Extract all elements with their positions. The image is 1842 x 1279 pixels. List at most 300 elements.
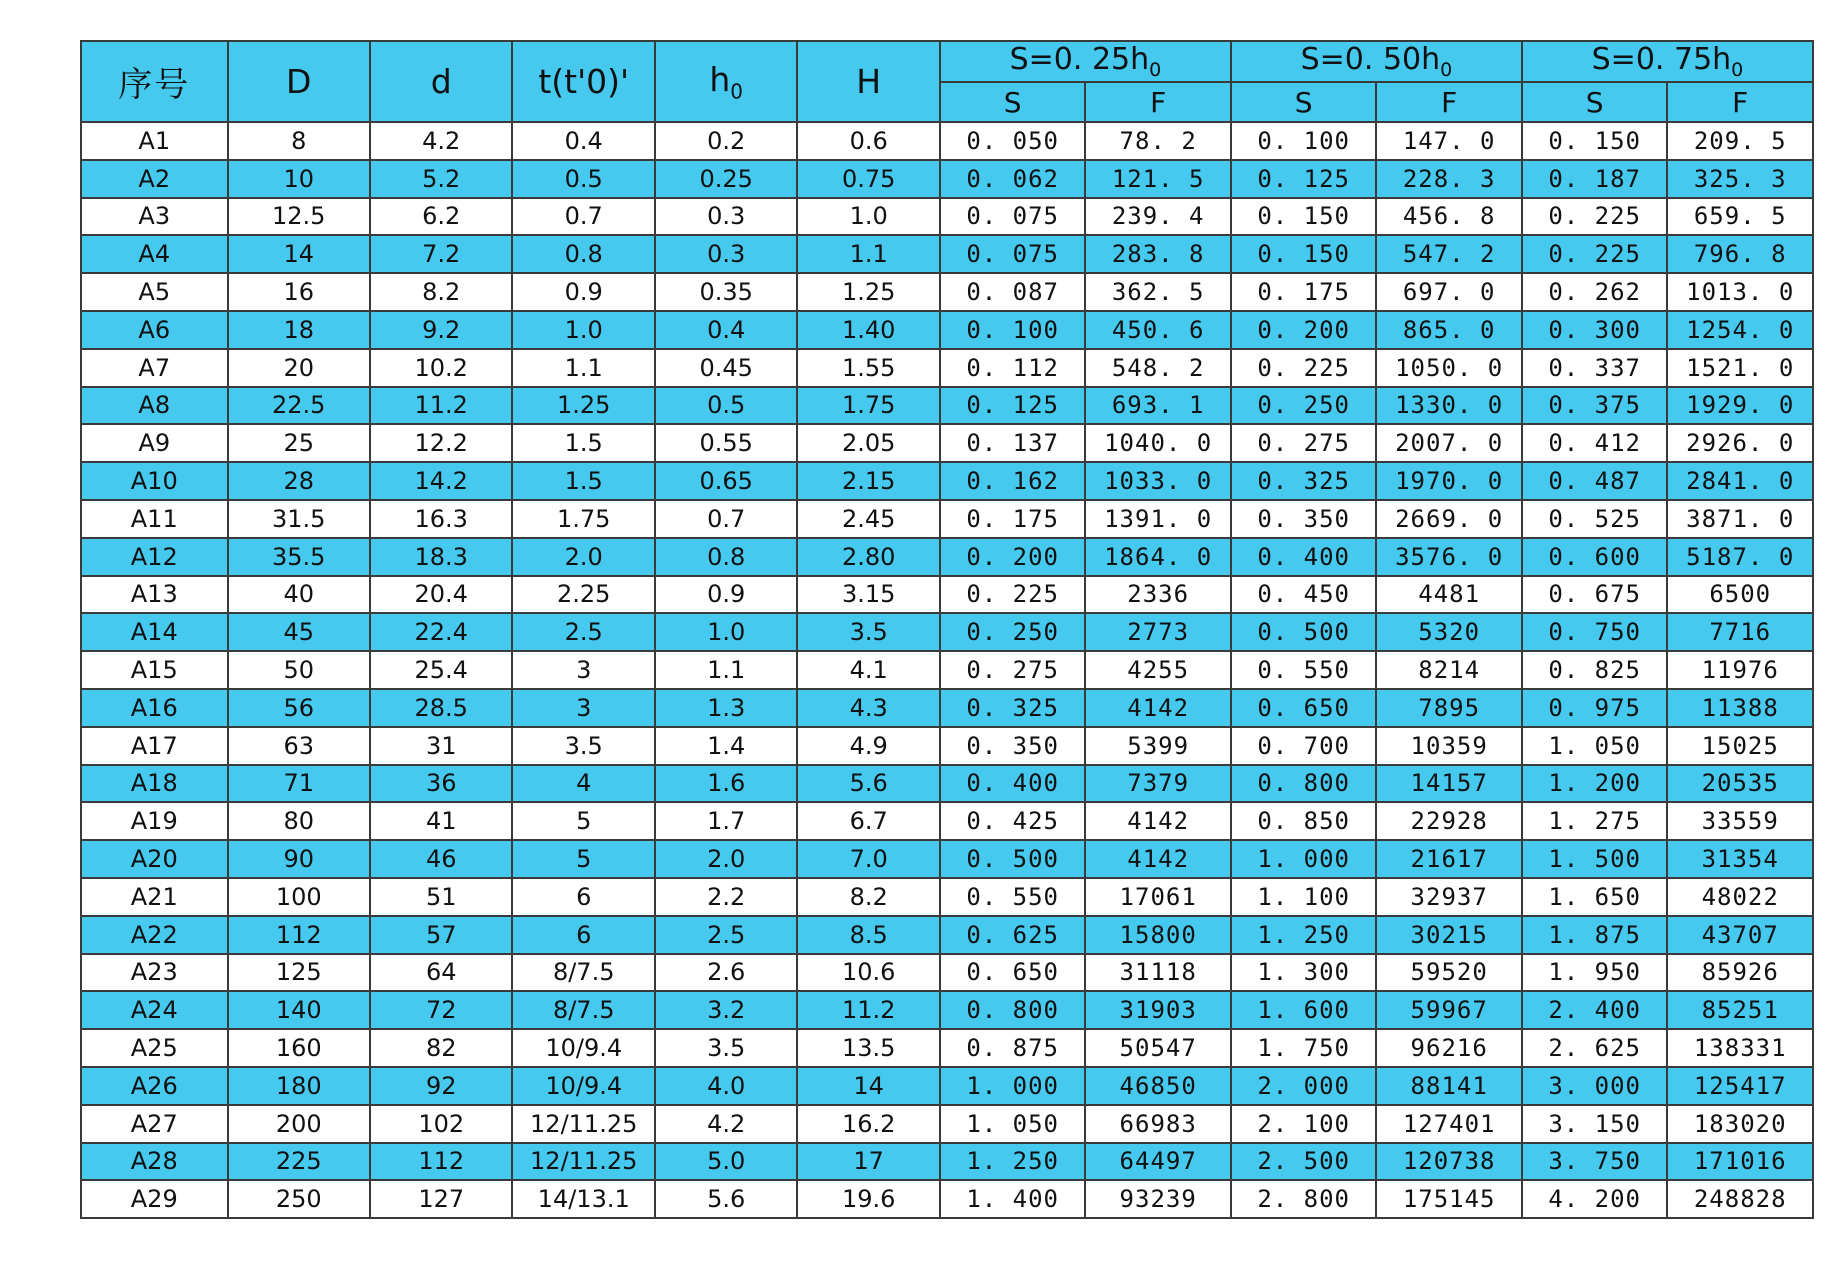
cell-s-050: 0. 100 bbox=[1231, 122, 1377, 160]
cell-outer-diameter: 112 bbox=[228, 916, 370, 954]
cell-f-050: 8214 bbox=[1376, 651, 1522, 689]
cell-s-050: 0. 800 bbox=[1231, 765, 1377, 803]
cell-s-025: 0. 325 bbox=[940, 689, 1086, 727]
cell-free-height: 0.55 bbox=[655, 424, 797, 462]
cell-f-025: 362. 5 bbox=[1085, 273, 1231, 311]
cell-free-height: 4.2 bbox=[655, 1105, 797, 1143]
cell-f-075: 183020 bbox=[1667, 1105, 1813, 1143]
cell-thickness: 0.7 bbox=[512, 198, 654, 236]
cell-total-height: 16.2 bbox=[797, 1105, 939, 1143]
cell-f-075: 1521. 0 bbox=[1667, 349, 1813, 387]
cell-f-050: 22928 bbox=[1376, 802, 1522, 840]
cell-total-height: 7.0 bbox=[797, 840, 939, 878]
cell-thickness: 3.5 bbox=[512, 727, 654, 765]
cell-s-025: 0. 125 bbox=[940, 387, 1086, 425]
cell-s-075: 0. 225 bbox=[1522, 198, 1668, 236]
cell-f-050: 3576. 0 bbox=[1376, 538, 1522, 576]
cell-f-075: 325. 3 bbox=[1667, 160, 1813, 198]
cell-s-025: 1. 000 bbox=[940, 1067, 1086, 1105]
spring-spec-sheet bbox=[80, 40, 1814, 1255]
cell-f-025: 4142 bbox=[1085, 689, 1231, 727]
cell-inner-diameter: 4.2 bbox=[370, 122, 512, 160]
cell-s-075: 1. 200 bbox=[1522, 765, 1668, 803]
cell-outer-diameter: 63 bbox=[228, 727, 370, 765]
group-050-label: S=0. 50h bbox=[1300, 42, 1441, 77]
cell-f-050: 32937 bbox=[1376, 878, 1522, 916]
cell-thickness: 12/11.25 bbox=[512, 1105, 654, 1143]
cell-thickness: 1.1 bbox=[512, 349, 654, 387]
cell-serial-no: A11 bbox=[81, 500, 228, 538]
cell-s-075: 1. 050 bbox=[1522, 727, 1668, 765]
cell-total-height: 2.45 bbox=[797, 500, 939, 538]
table-row bbox=[81, 387, 1813, 425]
cell-inner-diameter: 5.2 bbox=[370, 160, 512, 198]
cell-f-075: 43707 bbox=[1667, 916, 1813, 954]
cell-f-025: 450. 6 bbox=[1085, 311, 1231, 349]
cell-total-height: 13.5 bbox=[797, 1029, 939, 1067]
cell-serial-no: A13 bbox=[81, 576, 228, 614]
cell-f-050: 59520 bbox=[1376, 954, 1522, 992]
cell-s-075: 0. 412 bbox=[1522, 424, 1668, 462]
cell-outer-diameter: 71 bbox=[228, 765, 370, 803]
cell-f-050: 127401 bbox=[1376, 1105, 1522, 1143]
cell-f-025: 2773 bbox=[1085, 613, 1231, 651]
cell-f-075: 1254. 0 bbox=[1667, 311, 1813, 349]
cell-total-height: 19.6 bbox=[797, 1180, 939, 1218]
cell-inner-diameter: 11.2 bbox=[370, 387, 512, 425]
cell-f-050: 147. 0 bbox=[1376, 122, 1522, 160]
table-row bbox=[81, 613, 1813, 651]
header-row-main bbox=[81, 41, 1813, 82]
table-row bbox=[81, 235, 1813, 273]
cell-s-050: 0. 150 bbox=[1231, 198, 1377, 236]
cell-s-025: 0. 650 bbox=[940, 954, 1086, 992]
cell-free-height: 3.2 bbox=[655, 991, 797, 1029]
cell-f-050: 175145 bbox=[1376, 1180, 1522, 1218]
cell-thickness: 3 bbox=[512, 689, 654, 727]
cell-thickness: 0.4 bbox=[512, 122, 654, 160]
cell-outer-diameter: 56 bbox=[228, 689, 370, 727]
cell-f-050: 228. 3 bbox=[1376, 160, 1522, 198]
cell-s-050: 1. 300 bbox=[1231, 954, 1377, 992]
header-serial-no: 序号 bbox=[81, 41, 228, 122]
group-025-label: S=0. 25h bbox=[1009, 42, 1150, 77]
table-row bbox=[81, 916, 1813, 954]
cell-total-height: 2.15 bbox=[797, 462, 939, 500]
table-row bbox=[81, 1029, 1813, 1067]
group-075-label: S=0. 75h bbox=[1591, 42, 1732, 77]
cell-outer-diameter: 35.5 bbox=[228, 538, 370, 576]
cell-serial-no: A5 bbox=[81, 273, 228, 311]
header-s-075: S bbox=[1522, 82, 1668, 122]
cell-s-050: 0. 850 bbox=[1231, 802, 1377, 840]
cell-free-height: 0.8 bbox=[655, 538, 797, 576]
cell-inner-diameter: 10.2 bbox=[370, 349, 512, 387]
cell-f-075: 11388 bbox=[1667, 689, 1813, 727]
cell-f-025: 121. 5 bbox=[1085, 160, 1231, 198]
table-row bbox=[81, 954, 1813, 992]
cell-s-050: 0. 275 bbox=[1231, 424, 1377, 462]
cell-f-050: 96216 bbox=[1376, 1029, 1522, 1067]
cell-s-050: 1. 100 bbox=[1231, 878, 1377, 916]
cell-s-075: 0. 600 bbox=[1522, 538, 1668, 576]
cell-inner-diameter: 18.3 bbox=[370, 538, 512, 576]
table-row bbox=[81, 349, 1813, 387]
cell-f-075: 125417 bbox=[1667, 1067, 1813, 1105]
cell-f-025: 239. 4 bbox=[1085, 198, 1231, 236]
cell-f-025: 5399 bbox=[1085, 727, 1231, 765]
cell-serial-no: A10 bbox=[81, 462, 228, 500]
cell-outer-diameter: 80 bbox=[228, 802, 370, 840]
header-s-025: S bbox=[940, 82, 1086, 122]
cell-inner-diameter: 36 bbox=[370, 765, 512, 803]
cell-s-025: 0. 075 bbox=[940, 235, 1086, 273]
cell-s-075: 1. 875 bbox=[1522, 916, 1668, 954]
cell-free-height: 0.2 bbox=[655, 122, 797, 160]
cell-f-025: 93239 bbox=[1085, 1180, 1231, 1218]
cell-free-height: 3.5 bbox=[655, 1029, 797, 1067]
cell-free-height: 0.25 bbox=[655, 160, 797, 198]
cell-thickness: 10/9.4 bbox=[512, 1029, 654, 1067]
cell-outer-diameter: 10 bbox=[228, 160, 370, 198]
cell-s-025: 0. 100 bbox=[940, 311, 1086, 349]
cell-f-075: 2926. 0 bbox=[1667, 424, 1813, 462]
cell-thickness: 6 bbox=[512, 916, 654, 954]
cell-inner-diameter: 8.2 bbox=[370, 273, 512, 311]
cell-f-075: 796. 8 bbox=[1667, 235, 1813, 273]
cell-f-025: 693. 1 bbox=[1085, 387, 1231, 425]
cell-f-025: 78. 2 bbox=[1085, 122, 1231, 160]
cell-f-025: 31903 bbox=[1085, 991, 1231, 1029]
cell-outer-diameter: 250 bbox=[228, 1180, 370, 1218]
cell-inner-diameter: 9.2 bbox=[370, 311, 512, 349]
cell-inner-diameter: 12.2 bbox=[370, 424, 512, 462]
cell-total-height: 2.05 bbox=[797, 424, 939, 462]
cell-s-075: 3. 150 bbox=[1522, 1105, 1668, 1143]
header-group-075 bbox=[1522, 41, 1813, 82]
cell-s-050: 0. 325 bbox=[1231, 462, 1377, 500]
cell-free-height: 0.3 bbox=[655, 235, 797, 273]
cell-serial-no: A8 bbox=[81, 387, 228, 425]
cell-f-075: 659. 5 bbox=[1667, 198, 1813, 236]
cell-s-025: 0. 800 bbox=[940, 991, 1086, 1029]
cell-inner-diameter: 16.3 bbox=[370, 500, 512, 538]
group-075-sub: 0 bbox=[1731, 59, 1744, 81]
cell-inner-diameter: 64 bbox=[370, 954, 512, 992]
cell-serial-no: A25 bbox=[81, 1029, 228, 1067]
cell-outer-diameter: 25 bbox=[228, 424, 370, 462]
table-row bbox=[81, 198, 1813, 236]
cell-inner-diameter: 20.4 bbox=[370, 576, 512, 614]
cell-s-025: 0. 425 bbox=[940, 802, 1086, 840]
cell-s-025: 0. 062 bbox=[940, 160, 1086, 198]
cell-outer-diameter: 18 bbox=[228, 311, 370, 349]
cell-s-050: 0. 175 bbox=[1231, 273, 1377, 311]
cell-thickness: 1.25 bbox=[512, 387, 654, 425]
table-body bbox=[81, 122, 1813, 1218]
cell-s-025: 0. 175 bbox=[940, 500, 1086, 538]
cell-f-075: 7716 bbox=[1667, 613, 1813, 651]
cell-f-075: 20535 bbox=[1667, 765, 1813, 803]
header-group-050 bbox=[1231, 41, 1522, 82]
cell-s-050: 0. 500 bbox=[1231, 613, 1377, 651]
cell-thickness: 2.5 bbox=[512, 613, 654, 651]
cell-f-025: 283. 8 bbox=[1085, 235, 1231, 273]
cell-serial-no: A21 bbox=[81, 878, 228, 916]
cell-outer-diameter: 22.5 bbox=[228, 387, 370, 425]
cell-f-075: 33559 bbox=[1667, 802, 1813, 840]
cell-s-050: 0. 150 bbox=[1231, 235, 1377, 273]
cell-thickness: 4 bbox=[512, 765, 654, 803]
cell-total-height: 0.75 bbox=[797, 160, 939, 198]
cell-s-075: 1. 500 bbox=[1522, 840, 1668, 878]
cell-thickness: 0.8 bbox=[512, 235, 654, 273]
cell-f-025: 17061 bbox=[1085, 878, 1231, 916]
cell-inner-diameter: 102 bbox=[370, 1105, 512, 1143]
cell-inner-diameter: 127 bbox=[370, 1180, 512, 1218]
cell-total-height: 11.2 bbox=[797, 991, 939, 1029]
cell-s-075: 2. 400 bbox=[1522, 991, 1668, 1029]
cell-f-025: 1033. 0 bbox=[1085, 462, 1231, 500]
cell-outer-diameter: 31.5 bbox=[228, 500, 370, 538]
cell-free-height: 1.0 bbox=[655, 613, 797, 651]
cell-s-050: 2. 500 bbox=[1231, 1143, 1377, 1181]
cell-s-050: 0. 700 bbox=[1231, 727, 1377, 765]
cell-f-050: 5320 bbox=[1376, 613, 1522, 651]
cell-outer-diameter: 14 bbox=[228, 235, 370, 273]
cell-inner-diameter: 92 bbox=[370, 1067, 512, 1105]
cell-s-050: 0. 200 bbox=[1231, 311, 1377, 349]
table-row bbox=[81, 878, 1813, 916]
cell-thickness: 8/7.5 bbox=[512, 991, 654, 1029]
cell-serial-no: A7 bbox=[81, 349, 228, 387]
cell-inner-diameter: 112 bbox=[370, 1143, 512, 1181]
cell-outer-diameter: 28 bbox=[228, 462, 370, 500]
cell-s-025: 0. 075 bbox=[940, 198, 1086, 236]
cell-free-height: 0.65 bbox=[655, 462, 797, 500]
cell-f-050: 1330. 0 bbox=[1376, 387, 1522, 425]
cell-f-075: 209. 5 bbox=[1667, 122, 1813, 160]
cell-free-height: 0.5 bbox=[655, 387, 797, 425]
cell-s-025: 0. 275 bbox=[940, 651, 1086, 689]
cell-free-height: 1.4 bbox=[655, 727, 797, 765]
cell-serial-no: A12 bbox=[81, 538, 228, 576]
cell-free-height: 2.6 bbox=[655, 954, 797, 992]
cell-s-050: 1. 250 bbox=[1231, 916, 1377, 954]
cell-total-height: 14 bbox=[797, 1067, 939, 1105]
cell-outer-diameter: 40 bbox=[228, 576, 370, 614]
cell-serial-no: A19 bbox=[81, 802, 228, 840]
cell-f-025: 2336 bbox=[1085, 576, 1231, 614]
cell-s-050: 0. 550 bbox=[1231, 651, 1377, 689]
cell-f-075: 248828 bbox=[1667, 1180, 1813, 1218]
cell-s-050: 0. 225 bbox=[1231, 349, 1377, 387]
cell-s-075: 0. 225 bbox=[1522, 235, 1668, 273]
cell-thickness: 1.5 bbox=[512, 462, 654, 500]
cell-outer-diameter: 180 bbox=[228, 1067, 370, 1105]
cell-free-height: 1.6 bbox=[655, 765, 797, 803]
cell-free-height: 2.0 bbox=[655, 840, 797, 878]
cell-thickness: 14/13.1 bbox=[512, 1180, 654, 1218]
cell-s-050: 0. 250 bbox=[1231, 387, 1377, 425]
header-group-025 bbox=[940, 41, 1231, 82]
cell-total-height: 1.25 bbox=[797, 273, 939, 311]
cell-free-height: 1.1 bbox=[655, 651, 797, 689]
cell-s-025: 0. 250 bbox=[940, 613, 1086, 651]
cell-total-height: 1.75 bbox=[797, 387, 939, 425]
cell-s-050: 1. 000 bbox=[1231, 840, 1377, 878]
cell-inner-diameter: 28.5 bbox=[370, 689, 512, 727]
cell-s-050: 0. 125 bbox=[1231, 160, 1377, 198]
cell-s-050: 2. 800 bbox=[1231, 1180, 1377, 1218]
cell-s-025: 0. 137 bbox=[940, 424, 1086, 462]
cell-f-075: 85926 bbox=[1667, 954, 1813, 992]
cell-inner-diameter: 41 bbox=[370, 802, 512, 840]
cell-serial-no: A27 bbox=[81, 1105, 228, 1143]
cell-s-025: 0. 200 bbox=[940, 538, 1086, 576]
cell-outer-diameter: 20 bbox=[228, 349, 370, 387]
cell-s-075: 0. 487 bbox=[1522, 462, 1668, 500]
cell-total-height: 2.80 bbox=[797, 538, 939, 576]
cell-s-075: 0. 525 bbox=[1522, 500, 1668, 538]
cell-total-height: 6.7 bbox=[797, 802, 939, 840]
cell-f-075: 5187. 0 bbox=[1667, 538, 1813, 576]
table-row bbox=[81, 1067, 1813, 1105]
cell-f-050: 59967 bbox=[1376, 991, 1522, 1029]
cell-outer-diameter: 16 bbox=[228, 273, 370, 311]
cell-inner-diameter: 57 bbox=[370, 916, 512, 954]
cell-f-050: 10359 bbox=[1376, 727, 1522, 765]
cell-total-height: 3.5 bbox=[797, 613, 939, 651]
cell-s-050: 2. 000 bbox=[1231, 1067, 1377, 1105]
cell-f-025: 31118 bbox=[1085, 954, 1231, 992]
cell-s-075: 0. 300 bbox=[1522, 311, 1668, 349]
cell-s-075: 0. 337 bbox=[1522, 349, 1668, 387]
cell-s-025: 1. 250 bbox=[940, 1143, 1086, 1181]
cell-f-050: 2669. 0 bbox=[1376, 500, 1522, 538]
header-f-075: F bbox=[1667, 82, 1813, 122]
cell-f-050: 30215 bbox=[1376, 916, 1522, 954]
cell-thickness: 12/11.25 bbox=[512, 1143, 654, 1181]
cell-serial-no: A28 bbox=[81, 1143, 228, 1181]
cell-f-050: 456. 8 bbox=[1376, 198, 1522, 236]
cell-thickness: 8/7.5 bbox=[512, 954, 654, 992]
cell-outer-diameter: 45 bbox=[228, 613, 370, 651]
cell-outer-diameter: 125 bbox=[228, 954, 370, 992]
cell-outer-diameter: 90 bbox=[228, 840, 370, 878]
cell-outer-diameter: 160 bbox=[228, 1029, 370, 1067]
cell-f-075: 138331 bbox=[1667, 1029, 1813, 1067]
cell-f-050: 7895 bbox=[1376, 689, 1522, 727]
cell-inner-diameter: 51 bbox=[370, 878, 512, 916]
cell-s-075: 0. 375 bbox=[1522, 387, 1668, 425]
cell-total-height: 17 bbox=[797, 1143, 939, 1181]
table-row bbox=[81, 462, 1813, 500]
spec-table bbox=[80, 40, 1814, 1219]
cell-f-050: 120738 bbox=[1376, 1143, 1522, 1181]
cell-f-025: 4255 bbox=[1085, 651, 1231, 689]
cell-serial-no: A29 bbox=[81, 1180, 228, 1218]
header-inner-diameter: d bbox=[370, 41, 512, 122]
table-row bbox=[81, 311, 1813, 349]
cell-outer-diameter: 12.5 bbox=[228, 198, 370, 236]
cell-f-050: 547. 2 bbox=[1376, 235, 1522, 273]
cell-s-075: 0. 750 bbox=[1522, 613, 1668, 651]
cell-s-050: 2. 100 bbox=[1231, 1105, 1377, 1143]
cell-serial-no: A6 bbox=[81, 311, 228, 349]
cell-f-025: 1864. 0 bbox=[1085, 538, 1231, 576]
cell-f-075: 1929. 0 bbox=[1667, 387, 1813, 425]
cell-f-025: 64497 bbox=[1085, 1143, 1231, 1181]
header-h0-base: h bbox=[709, 59, 731, 99]
cell-s-025: 0. 050 bbox=[940, 122, 1086, 160]
cell-s-050: 0. 450 bbox=[1231, 576, 1377, 614]
cell-s-075: 0. 262 bbox=[1522, 273, 1668, 311]
cell-f-050: 14157 bbox=[1376, 765, 1522, 803]
cell-s-075: 2. 625 bbox=[1522, 1029, 1668, 1067]
cell-free-height: 0.4 bbox=[655, 311, 797, 349]
cell-f-025: 66983 bbox=[1085, 1105, 1231, 1143]
table-row bbox=[81, 576, 1813, 614]
cell-free-height: 0.45 bbox=[655, 349, 797, 387]
cell-total-height: 10.6 bbox=[797, 954, 939, 992]
table-row bbox=[81, 765, 1813, 803]
table-row bbox=[81, 500, 1813, 538]
cell-f-050: 88141 bbox=[1376, 1067, 1522, 1105]
cell-inner-diameter: 31 bbox=[370, 727, 512, 765]
cell-s-025: 1. 400 bbox=[940, 1180, 1086, 1218]
cell-thickness: 10/9.4 bbox=[512, 1067, 654, 1105]
table-row bbox=[81, 1180, 1813, 1218]
cell-inner-diameter: 22.4 bbox=[370, 613, 512, 651]
header-s-050: S bbox=[1231, 82, 1377, 122]
cell-total-height: 0.6 bbox=[797, 122, 939, 160]
cell-s-025: 1. 050 bbox=[940, 1105, 1086, 1143]
header-thickness: t(t'0)' bbox=[512, 41, 654, 122]
cell-free-height: 0.9 bbox=[655, 576, 797, 614]
cell-f-050: 865. 0 bbox=[1376, 311, 1522, 349]
table-row bbox=[81, 727, 1813, 765]
cell-f-075: 85251 bbox=[1667, 991, 1813, 1029]
cell-f-025: 15800 bbox=[1085, 916, 1231, 954]
cell-total-height: 5.6 bbox=[797, 765, 939, 803]
group-025-sub: 0 bbox=[1149, 59, 1162, 81]
cell-total-height: 8.2 bbox=[797, 878, 939, 916]
cell-s-075: 1. 650 bbox=[1522, 878, 1668, 916]
cell-thickness: 5 bbox=[512, 802, 654, 840]
cell-s-025: 0. 350 bbox=[940, 727, 1086, 765]
cell-s-050: 0. 650 bbox=[1231, 689, 1377, 727]
cell-s-075: 0. 975 bbox=[1522, 689, 1668, 727]
cell-inner-diameter: 7.2 bbox=[370, 235, 512, 273]
cell-serial-no: A20 bbox=[81, 840, 228, 878]
cell-serial-no: A18 bbox=[81, 765, 228, 803]
cell-s-075: 3. 750 bbox=[1522, 1143, 1668, 1181]
cell-s-075: 0. 825 bbox=[1522, 651, 1668, 689]
cell-s-050: 0. 350 bbox=[1231, 500, 1377, 538]
table-header bbox=[81, 41, 1813, 122]
cell-total-height: 4.3 bbox=[797, 689, 939, 727]
cell-total-height: 1.1 bbox=[797, 235, 939, 273]
cell-s-025: 0. 112 bbox=[940, 349, 1086, 387]
table-row bbox=[81, 651, 1813, 689]
table-row bbox=[81, 424, 1813, 462]
cell-f-025: 548. 2 bbox=[1085, 349, 1231, 387]
cell-outer-diameter: 50 bbox=[228, 651, 370, 689]
table-row bbox=[81, 689, 1813, 727]
cell-f-050: 21617 bbox=[1376, 840, 1522, 878]
header-h0-sub: 0 bbox=[730, 79, 744, 104]
